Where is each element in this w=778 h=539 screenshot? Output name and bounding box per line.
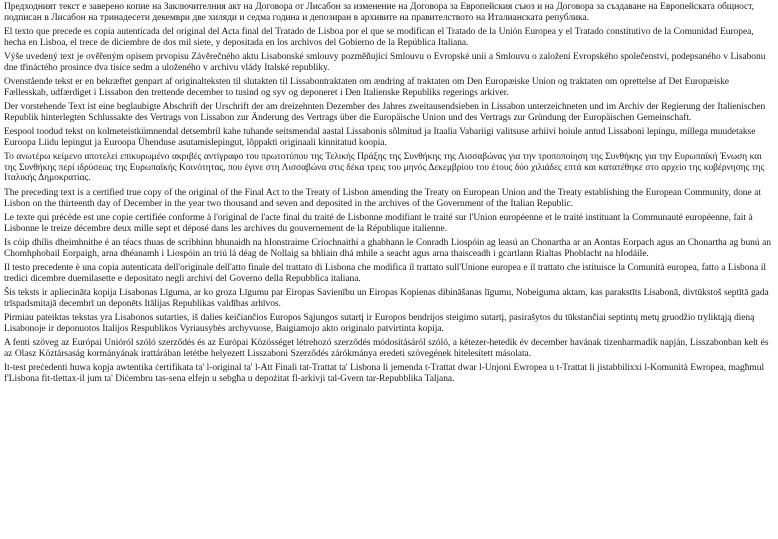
certification-lt: Pirmiau pateiktas tekstas yra Lisabonos sutarties, iš dalies keičiančios Europos Sąjungos sutartį ir Europos bendrijos steigimo sutartį, pasirašytos du tūkstančiai septintų metų gruodžio tryliktąją dieną Lisabonoje ir deponuotos Italijos Respublikos Vyriausybės archyvuose, Baigiamojo akto originalo patvirtinta kopija. xyxy=(4,313,755,334)
certification-cs: Výše uvedený text je ověřeným opisem prvopisu Závěrečného aktu Lisabonské smlouvy pozměňující Smlouvu o Evropské unii a Smlouvu o založení Evropského společenství, podepsaného v Lisabonu dne třináctého prosince dva tisíce sedm a uloženého v archivu vlády Italské republiky. xyxy=(4,52,766,73)
certification-it: Il testo precedente è una copia autenticata dell'originale dell'atto finale del trattato di Lisbona che modifica il trattato sull'Unione europea e il trattato che istituisce la Comunità europea, fatto a Lisbona il tredici dicembre duemilasette e depositato negli archivi del Governo della Repubblica italiana. xyxy=(4,263,766,284)
certification-de: Der vorstehende Text ist eine beglaubigte Abschrift der Urschrift der am dreizehnten Dezember des Jahres zweitausendsieben in Lissabon unterzeichneten und im Archiv der Regierung der Italienischen Republik hinterlegten Schlussakte des Vertrags von Lissabon zur Änderung des Vertrags über die Europäische Union und des Vertrags zur Gründung der Europäischen Gemeinschaft. xyxy=(4,102,766,123)
certification-hu: A fenti szöveg az Európai Unióról szóló szerződés és az Európai Közösséget létrehozó szerződés módosításáról szóló, a kétezer-hetedik év december havának tizenharmadik napján, Lisszabonban kelt és az Olasz Köztársaság kormányának irattárában letétbe helyezett Lisszaboni Szerződés zárókmánya eredeti szövegének hitelesített másolata. xyxy=(4,338,769,359)
certification-en: The preceding text is a certified true copy of the original of the Final Act to the Treaty of Lisbon amending the Treaty on European Union and the Treaty establishing the European Community, done at Lisbon on the thirteenth day of December in the year two thousand and seven and deposited in the archives of the Government of the Italian Republic. xyxy=(4,188,761,209)
certification-fr: Le texte qui précède est une copie certifiée conforme à l'original de l'acte final du traité de Lisbonne modifiant le traité sur l'Union européenne et le traité instituant la Communauté européenne, fait à Lisbonne le treize décembre deux mille sept et déposé dans les archives du gouvernement de la République italienne. xyxy=(4,213,753,234)
certification-ga: Is cóip dhílis dheimhnithe é an téacs thuas de scríbhinn bhunaidh na hIonstraime Críochnaithí a ghabhann le Conradh Liospóin ag leasú an Chonartha ar an Aontas Eorpach agus an Chonartha ag bunú an Chomhphobail Eorpaigh, arna dhéanamh i Liospóin an tríú lá déag de Nollaig sa bhliain dhá mhíle a seacht agus arna thaisceadh i gcartlann Rialtas Phoblacht na hIodáile. xyxy=(4,238,771,259)
certification-mt: It-test preċedenti huwa kopja awtentika ċertifikata ta' l-original ta' l-Att Finali tat-Trattat ta' Lisbona li jemenda t-Trattat dwar l-Unjoni Ewropea u t-Trattat li jistabbilixxi l-Komunità Ewropea, magħmul f'Lisbona fit-tlettax-il jum ta' Diċembru tas-sena elfejn u sebgħa u depożitat fl-arkivji tal-Gvern tar-Repubblika Taljana. xyxy=(4,363,765,384)
certification-es: El texto que precede es copia autenticada del original del Acta final del Tratado de Lisboa por el que se modifican el Tratado de la Unión Europea y el Tratado constitutivo de la Comunidad Europea, hecha en Lisboa, el trece de diciembre de dos mil siete, y depositada en los archivos del Gobierno de la República Italiana. xyxy=(4,27,754,48)
certification-el: Το ανωτέρω κείμενο αποτελεί επικυρωμένο ακριβές αντίγραφο του πρωτοτύπου της Τελικής Πράξης της Συνθήκης της Λισσαβώνας για την τροποποίηση της Συνθήκης για την Ευρωπαϊκή Ένωση και της Συνθήκης περί ιδρύσεως της Ευρωπαϊκής Κοινότητας, που έγινε στη Λισσαβώνα στις δέκα τρεις του μηνός Δεκεμβρίου του έτους δύο χιλιάδες επτά και κατατέθηκε στο αρχείο της κυβέρνησης της Ιταλικής Δημοκρατίας. xyxy=(4,152,765,184)
certification-et: Eespool toodud tekst on kolmeteistkümnendal detsembril kahe tuhande seitsmendal aastal Lissabonis sõlmitud ja Itaalia Vabariigi valitsuse arhiivi hoiule antud Lissaboni lepingu, millega muudetakse Euroopa Liidu lepingut ja Euroopa Ühenduse asutamislepingut, lõppakti originaali kinnitatud koopia. xyxy=(4,127,756,148)
certification-bg: Предходният текст е заверено копие на Заключителния акт на Договора от Лисабон за изменение на Договора за Европейския съюз и на Договора за създаване на Европейската общност, подписан в Лисабон на тринадесети декември две хиляди и седма година и депозиран в архивите на правителството на Италианската република. xyxy=(4,2,754,23)
certification-da: Ovenstående tekst er en bekræftet genpart af originalteksten til slutakten til Lissabontraktaten om ændring af traktaten om Den Europæiske Union og traktaten om oprettelse af Det Europæiske Fællesskab, udfærdiget i Lissabon den trettende december to tusind og syv og deponeret i Den Italienske Republiks regerings arkiver. xyxy=(4,77,729,98)
certification-lv: Šis teksts ir apliecināta kopija Lisabonas Līguma, ar ko groza Līgumu par Eiropas Savienību un Eiropas Kopienas dibināšanas līgumu, Nobeiguma aktam, kas parakstīts Lisabonā, divtūkstoš septītā gada trīspadsmitajā decembrī un deponēts Itālijas Republikas valdības arhīvos. xyxy=(4,288,769,309)
